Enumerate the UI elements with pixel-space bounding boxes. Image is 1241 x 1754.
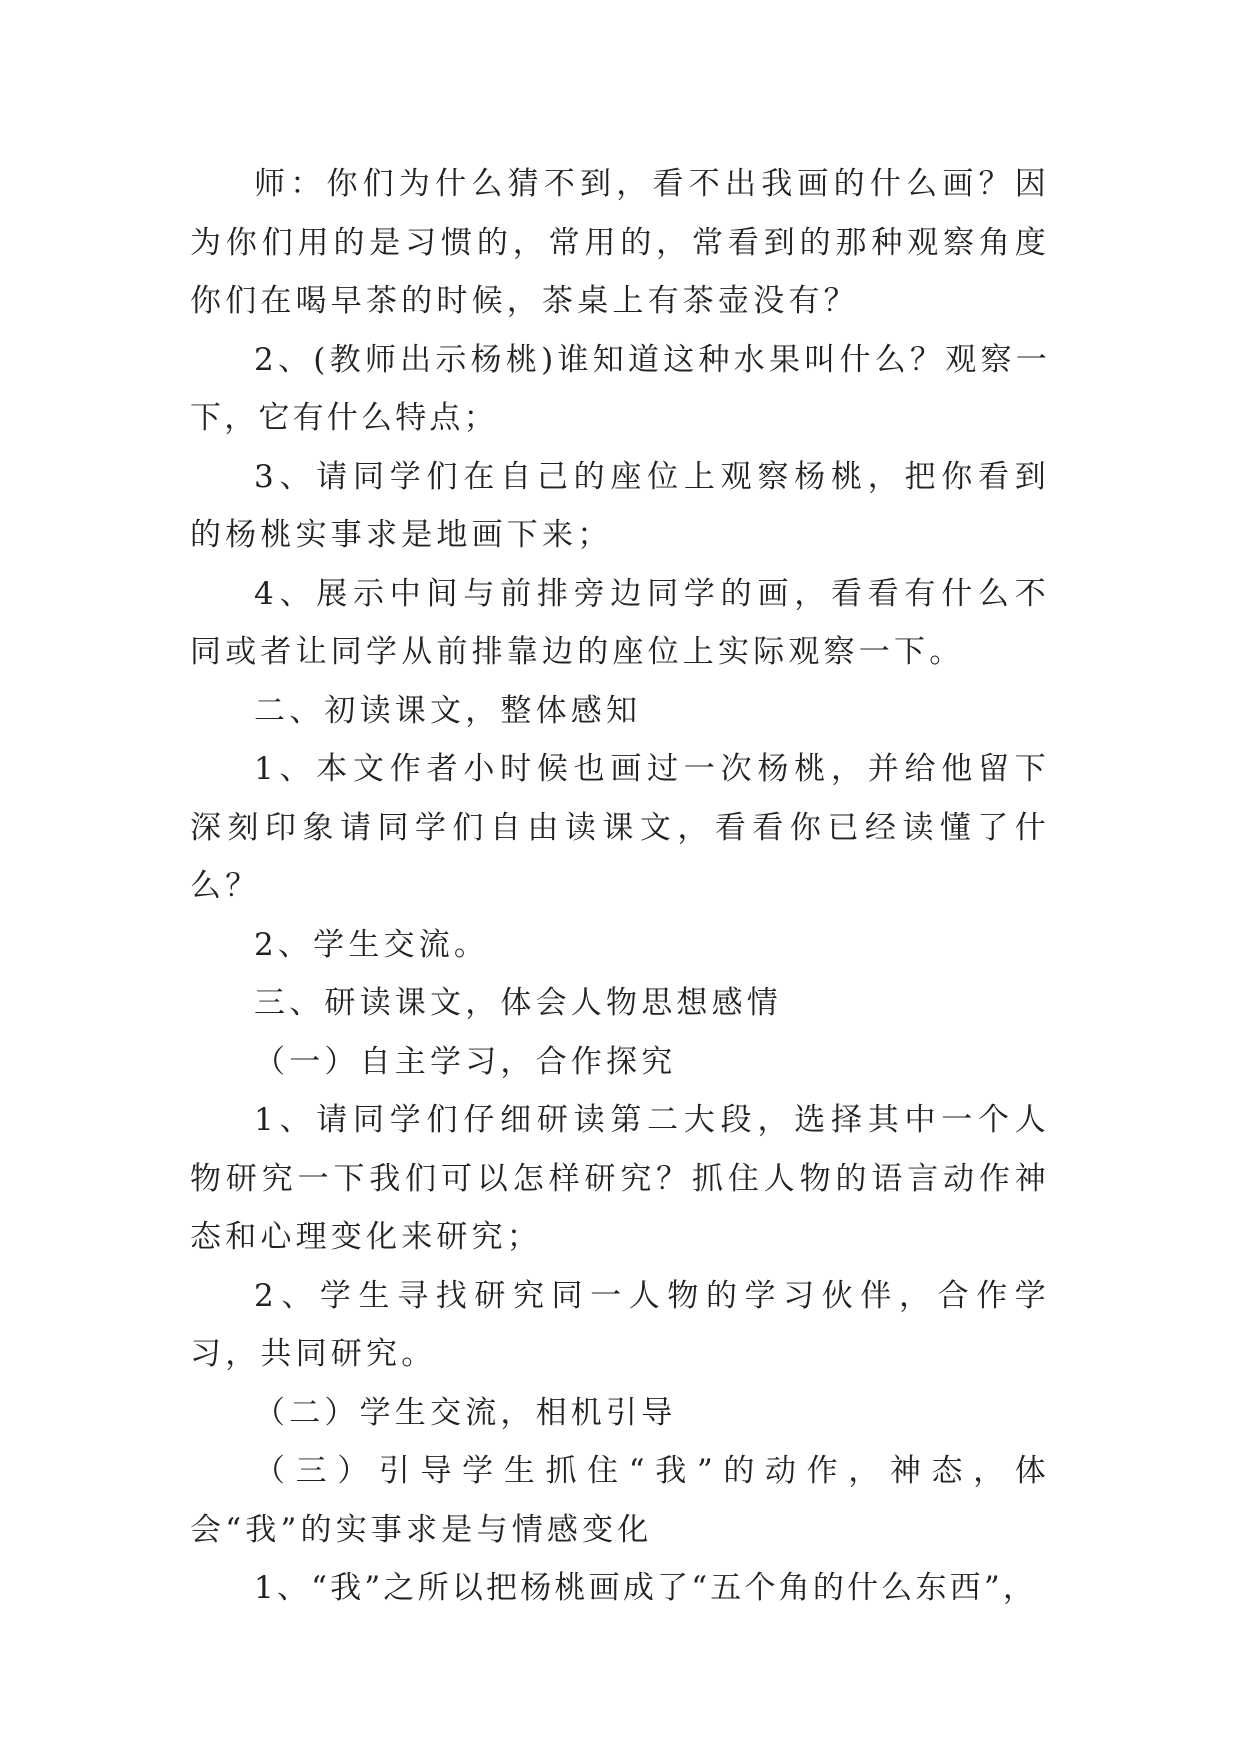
paragraph-teacher-question: 师：你们为什么猜不到，看不出我画的什么画？因为你们用的是习惯的，常用的，常看到的那种观察角度你们在喝早茶的时候，茶桌上有茶壶没有？ (190, 166, 1050, 319)
paragraph-step-2: 2、(教师出示杨桃)谁知道这种水果叫什么？观察一下，它有什么特点； (190, 341, 1050, 436)
subsection-heading-3: （三）引导学生抓住“我”的动作，神态，体会“我”的实事求是与情感变化 (190, 1453, 1050, 1548)
section-heading-2: 二、初读课文，整体感知 (254, 692, 642, 729)
paragraph-analysis-1: 1、“我”之所以把杨桃画成了“五个角的什么东西”， (254, 1570, 1038, 1606)
section-heading-3: 三、研读课文，体会人物思想感情 (254, 985, 782, 1021)
paragraph-step-3: 3、请同学们在自己的座位上观察杨桃，把你看到的杨桃实事求是地画下来； (190, 458, 1050, 553)
document-page (190, 155, 1050, 1618)
paragraph-step-4: 4、展示中间与前排旁边同学的画，看看有什么不同或者让同学从前排靠边的座位上实际观察一下。 (190, 575, 1050, 670)
paragraph-study-2: 2、学生寻找研究同一人物的学习伙伴，合作学习，共同研究。 (190, 1277, 1050, 1372)
paragraph-reading-1: 1、本文作者小时候也画过一次杨桃，并给他留下深刻印象请同学们自由读课文，看看你已经读懂了什么？ (190, 751, 1050, 904)
paragraph-reading-2: 2、学生交流。 (254, 926, 490, 963)
paragraph-study-1: 1、请同学们仔细研读第二大段，选择其中一个人物研究一下我们可以怎样研究？抓住人物的语言动作神态和心理变化来研究； (190, 1102, 1050, 1255)
subsection-heading-1: （一）自主学习，合作探究 (254, 1043, 677, 1080)
subsection-heading-2: （二）学生交流，相机引导 (254, 1394, 677, 1431)
